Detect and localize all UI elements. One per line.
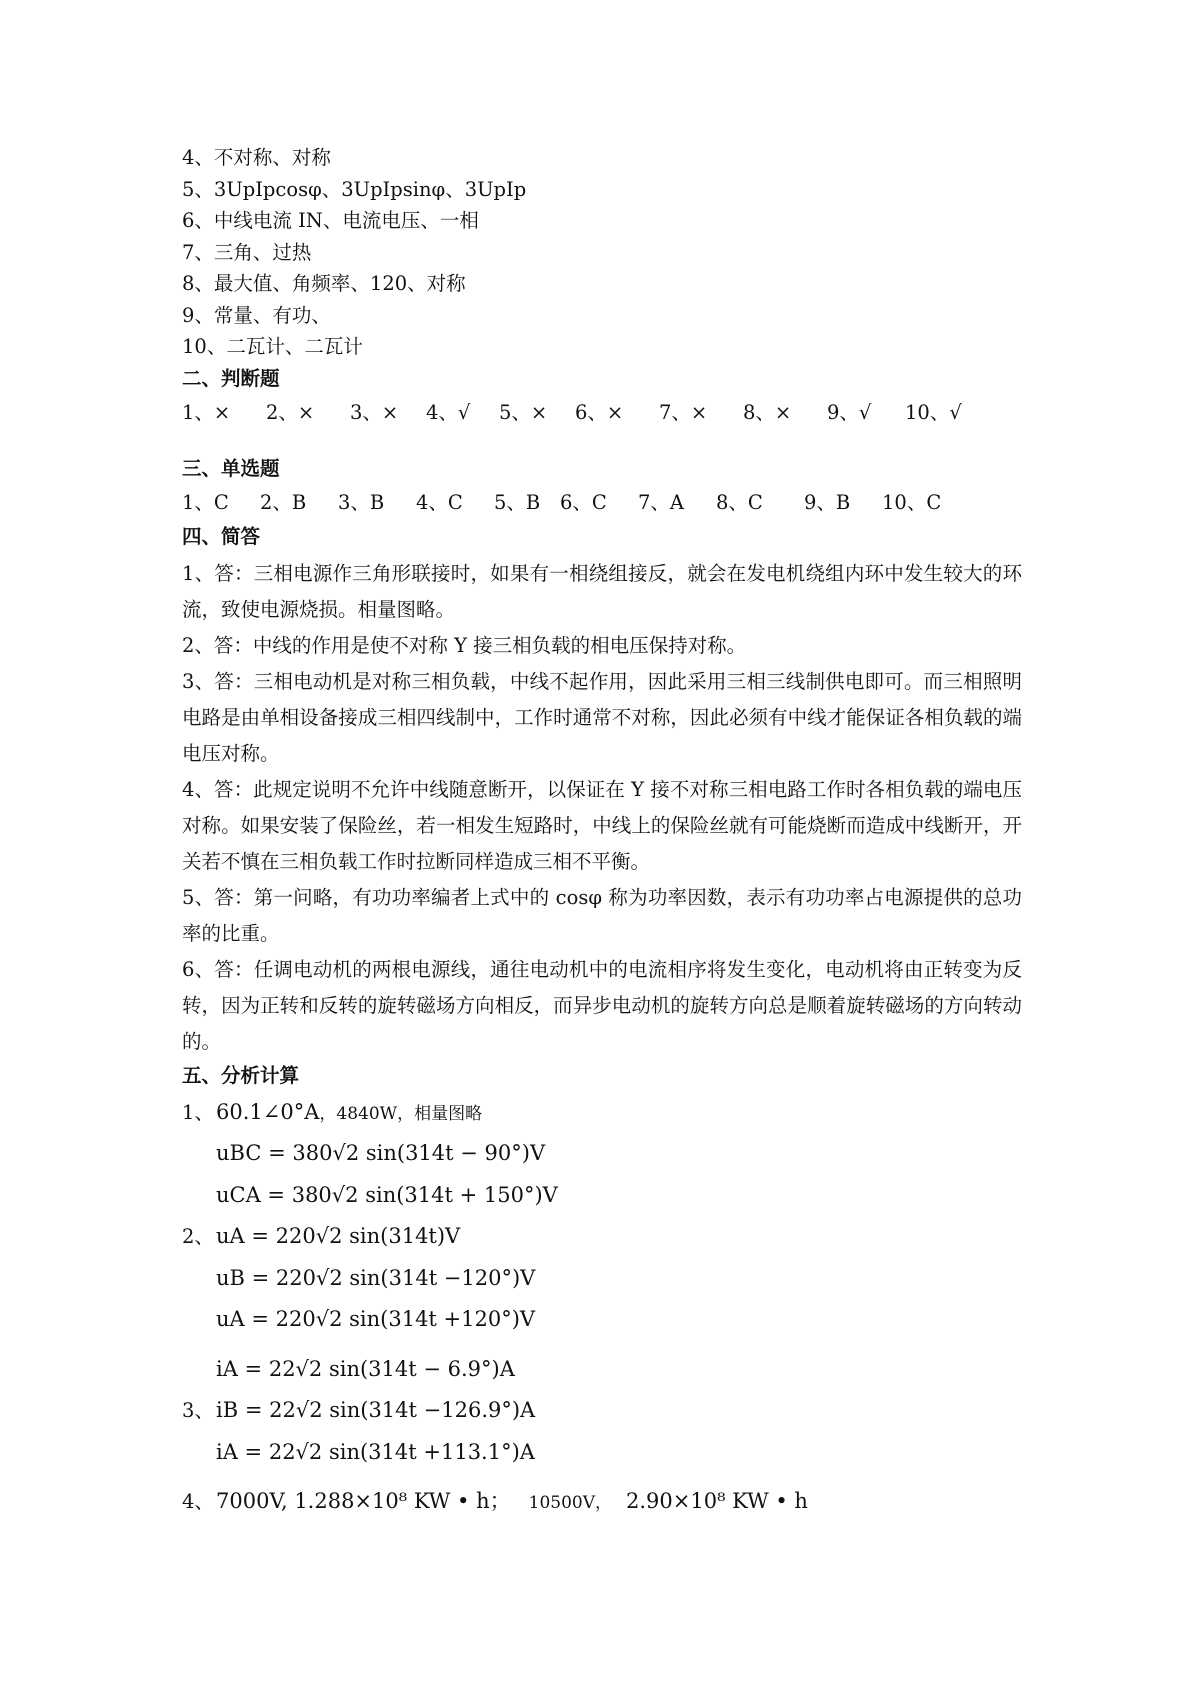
power-note: ，4840W，相量图略 bbox=[319, 1103, 483, 1124]
choice-answer: 9、B bbox=[804, 490, 851, 514]
judgment-answers bbox=[182, 395, 1022, 431]
calc-number: 3、 bbox=[182, 1399, 214, 1422]
fill-answer-7: 7、三角、过热 bbox=[182, 240, 312, 264]
calc-number: 4、 bbox=[182, 1490, 214, 1513]
choice-answer: 3、B bbox=[338, 490, 385, 514]
judgment-answer: 2、× bbox=[266, 400, 315, 424]
judgment-answer: 3、× bbox=[350, 400, 399, 424]
calc-2 bbox=[182, 1216, 1022, 1258]
choice-answer: 1、C bbox=[182, 490, 229, 514]
choice-answer: 6、C bbox=[560, 490, 607, 514]
voltage-2: 10500V， bbox=[528, 1493, 612, 1513]
fill-answer-9: 9、常量、有功、 bbox=[182, 303, 331, 327]
short-answer-5: 5、答：第一问略，有功功率编者上式中的 cosφ 称为功率因数，表示有功功率占电源提供的总功率的比重。 bbox=[182, 885, 1022, 945]
short-answer-6: 6、答：任调电动机的两根电源线，通往电动机中的电流相序将发生变化，电动机将由正转变为反转，因为正转和反转的旋转磁场方向相反，而异步电动机的旋转方向总是顺着旋转磁场的方向转动的。 bbox=[182, 957, 1022, 1053]
separator: ； bbox=[489, 1489, 511, 1513]
short-answer-1: 1、答：三相电源作三角形联接时，如果有一相绕组接反，就会在发电机绕组内环中发生较大的环流，致使电源烧损。相量图略。 bbox=[182, 561, 1022, 621]
choice-answer: 2、B bbox=[260, 490, 307, 514]
judgment-answer: 1、× bbox=[182, 400, 231, 424]
formula-uA: uA = 220√2 sin(314t)V bbox=[216, 1224, 461, 1248]
choice-answer: 4、C bbox=[416, 490, 463, 514]
fill-answer-10: 10、二瓦计、二瓦计 bbox=[182, 335, 363, 358]
current-value: 60.1∠0°A bbox=[216, 1099, 320, 1124]
calc-number: 1、 bbox=[182, 1100, 214, 1124]
judgment-answer: 7、× bbox=[659, 400, 708, 424]
short-answer-3: 3、答：三相电动机是对称三相负载，中线不起作用，因此采用三相三线制供电即可。而三相照明电路是由单相设备接成三相四线制中，工作时通常不对称，因此必须有中线才能保证各相负载的端电压对称。 bbox=[182, 669, 1022, 765]
section-heading-calculation: 五、分析计算 bbox=[182, 1063, 300, 1087]
section-heading-single-choice: 三、单选题 bbox=[182, 456, 280, 480]
formula-uBC: uBC = 380√2 sin(314t − 90°)V bbox=[216, 1141, 546, 1165]
judgment-answer: 9、√ bbox=[827, 400, 872, 424]
choice-answer: 7、A bbox=[638, 490, 684, 514]
energy-2: 2.90×10⁸ KW • h bbox=[626, 1489, 808, 1513]
formula-iB: iB = 22√2 sin(314t −126.9°)A bbox=[216, 1398, 536, 1422]
spacer bbox=[182, 431, 1022, 453]
formula-uA-2: uA = 220√2 sin(314t +120°)V bbox=[216, 1307, 536, 1331]
calc-1 bbox=[182, 1092, 1022, 1134]
formula-uB: uB = 220√2 sin(314t −120°)V bbox=[216, 1265, 536, 1290]
short-answer-4: 4、答：此规定说明不允许中线随意断开，以保证在 Y 接不对称三相电路工作时各相负载的端电压对称。如果安装了保险丝，若一相发生短路时，中线上的保险丝就有可能烧断而造成中线断开，开关若不慎在三相负载工作时拉断同样造成三相不平衡。 bbox=[182, 777, 1022, 873]
judgment-answer: 6、× bbox=[575, 400, 624, 424]
fill-answer-4: 4、不对称、对称 bbox=[182, 146, 331, 169]
spacer bbox=[182, 1341, 1022, 1349]
energy-1: 1.288×10⁸ KW • h bbox=[294, 1489, 490, 1513]
voltage-1: 7000V bbox=[216, 1489, 281, 1513]
judgment-answer: 5、× bbox=[499, 400, 548, 424]
answer-sheet bbox=[182, 142, 1022, 1523]
fill-answers bbox=[182, 142, 1022, 363]
section-heading-short-answer: 四、简答 bbox=[182, 524, 261, 548]
section-heading-judgment: 二、判断题 bbox=[182, 366, 280, 390]
choice-answer: 10、C bbox=[882, 490, 942, 514]
judgment-answer: 8、× bbox=[743, 400, 792, 424]
formula-uCA: uCA = 380√2 sin(314t + 150°)V bbox=[216, 1182, 558, 1207]
short-answer-2: 2、答：中线的作用是使不对称 Y 接三相负载的相电压保持对称。 bbox=[182, 633, 747, 657]
calc-number: 2、 bbox=[182, 1225, 214, 1248]
spacer bbox=[182, 1473, 1022, 1481]
fill-answer-8: 8、最大值、角频率、120、对称 bbox=[182, 272, 466, 295]
formula-iA-2: iA = 22√2 sin(314t +113.1°)A bbox=[216, 1439, 535, 1464]
choice-answer: 5、B bbox=[494, 490, 541, 514]
calc-4: 4、7000V, 1.288×10⁸ KW • h； 10500V， 2.90×10⁸ KW • h bbox=[182, 1481, 1022, 1523]
calc-3 bbox=[182, 1390, 1022, 1432]
choice-answer: 8、C bbox=[716, 490, 763, 514]
judgment-answer: 10、√ bbox=[905, 400, 962, 424]
judgment-answer: 4、√ bbox=[426, 400, 471, 424]
fill-answer-6: 6、中线电流 IN、电流电压、一相 bbox=[182, 209, 479, 232]
fill-answer-5: 5、3UpIpcosφ、3UpIpsinφ、3UpIp bbox=[182, 177, 527, 201]
formula-iA: iA = 22√2 sin(314t − 6.9°)A bbox=[216, 1356, 515, 1381]
single-choice-answers bbox=[182, 485, 1022, 521]
